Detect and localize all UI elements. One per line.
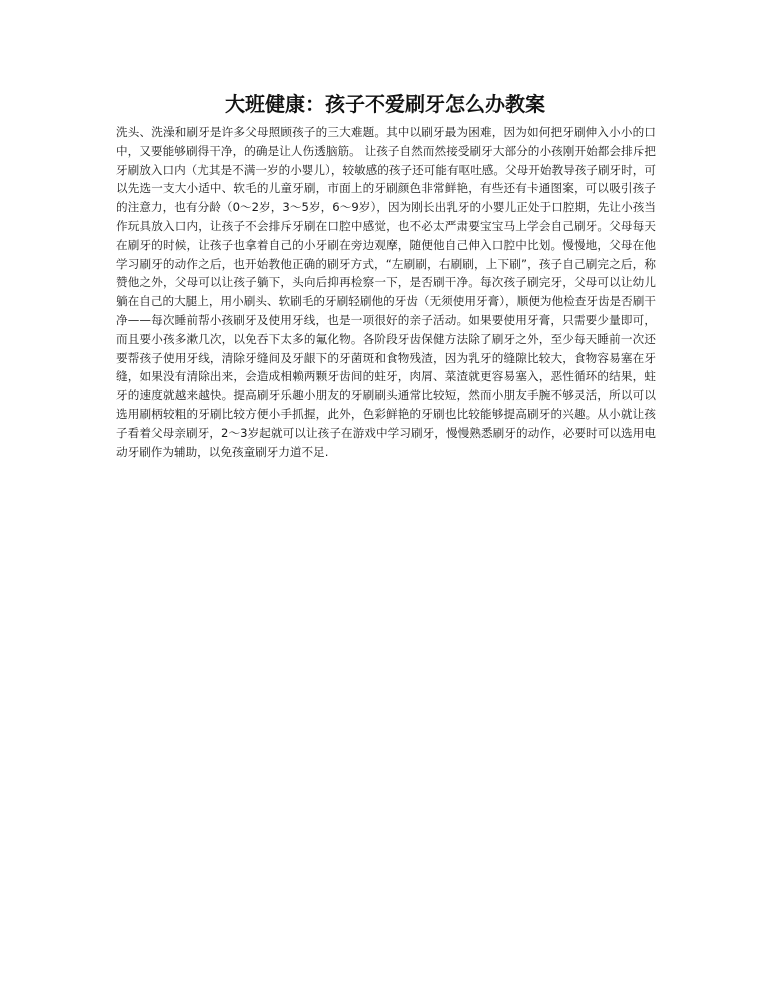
page-title: 大班健康：孩子不爱刷牙怎么办教案 — [225, 92, 545, 116]
body-paragraph: 洗头、洗澡和刷牙是许多父母照顾孩子的三大难题。其中以刷牙最为困难，因为如何把牙刷伸入小小的口中，又要能够刷得干净，的确是让人伤透脑筋。 让孩子自然而然接受刷牙大部分的小孩刚开始都会排斥把牙刷放入口内（尤其是不满一岁的小婴儿），较敏感的孩子还可能有呕吐感。父母开始教导孩子刷牙时，可以先选一支大小适中、软毛的儿童牙刷，市面上的牙刷颜色非常鲜艳，有些还有卡通图案，可以吸引孩子的注意力，也有分龄（0～2岁，3～5岁，6～9岁），因为刚长出乳牙的小婴儿正处于口腔期，先让小孩当作玩具放入口内，让孩子不会排斥牙刷在口腔中感觉，也不必太严肃要宝宝马上学会自己刷牙。父母每天在刷牙的时候，让孩子也拿着自己的小牙刷在旁边观摩，随便他自己伸入口腔中比划。慢慢地，父母在他学习刷牙的动作之后，也开始教他正确的刷牙方式，“左刷刷，右刷刷，上下刷”，孩子自己刷完之后，称赞他之外，父母可以让孩子躺下，头向后抑再检察一下，是否刷干净。每次孩子刷完牙，父母可以让幼儿躺在自己的大腿上，用小刷头、软刷毛的牙刷轻刷他的牙齿（无须使用牙膏），顺便为他检查牙齿是否刷干净——每次睡前帮小孩刷牙及使用牙线，也是一项很好的亲子活动。如果要使用牙膏，只需要少量即可，而且要小孩多漱几次，以免吞下太多的氟化物。各阶段牙齿保健方法除了刷牙之外，至少每天睡前一次还要帮孩子使用牙线，清除牙缝间及牙龈下的牙菌斑和食物残渣，因为乳牙的缝隙比较大，食物容易塞在牙缝，如果没有清除出来，会造成相赖两颗牙齿间的蛀牙，肉屑、菜渣就更容易塞入，恶性循环的结果，蛀牙的速度就越来越快。提高刷牙乐趣小朋友的牙刷刷头通常比较短，然而小朋友手腕不够灵活，所以可以选用刷柄较粗的牙刷比较方便小手抓握，此外，色彩鲜艳的牙刷也比较能够提高刷牙的兴趣。从小就让孩子看着父母亲刷牙，2～3岁起就可以让孩子在游戏中学习刷牙，慢慢熟悉刷牙的动作，必要时可以选用电动牙刷作为辅助，以免孩童刷牙力道不足. — [116, 125, 656, 459]
